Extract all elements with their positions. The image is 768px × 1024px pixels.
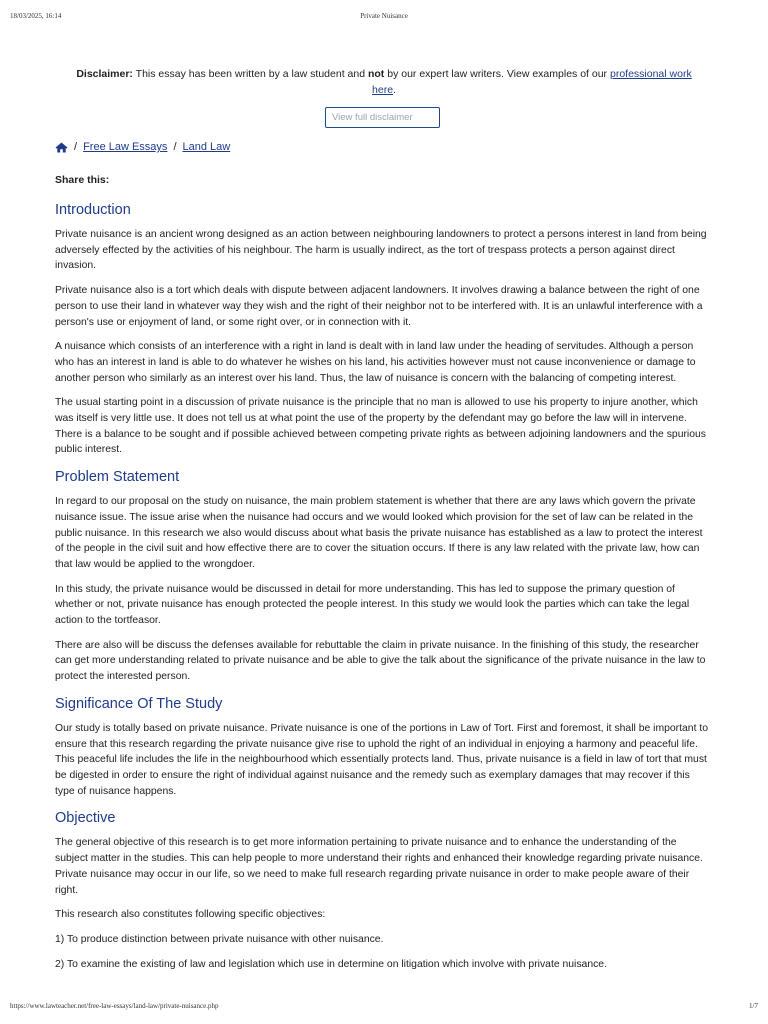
breadcrumb-land-law[interactable]: Land Law	[182, 141, 231, 153]
paragraph: Private nuisance also is a tort which deals with dispute between adjacent landowners. It involves drawing a balance between the right of one person to use their land in whatever way they wish and the right of their neighbor not to be interfered with. It is an unlawful interference with a person's use or enjoyment of land, or some right over, or in connection with it.	[55, 285, 703, 328]
print-title: Private Nuisance	[360, 12, 408, 20]
section-heading: Objective	[55, 810, 116, 827]
section-heading: Introduction	[55, 202, 131, 218]
article-body	[55, 197, 711, 981]
section-heading: Problem Statement	[55, 469, 180, 486]
breadcrumb-separator: /	[173, 141, 177, 153]
view-full-disclaimer-button[interactable]: View full disclaimer	[325, 107, 440, 128]
disclaimer-end: .	[393, 84, 396, 96]
print-datetime: 18/03/2025, 16:14	[10, 12, 62, 20]
breadcrumb-free-law-essays[interactable]: Free Law Essays	[83, 141, 168, 153]
professional-work-link[interactable]: professional work	[609, 68, 692, 80]
section-significance	[55, 694, 711, 800]
home-icon[interactable]	[55, 142, 68, 153]
here-link[interactable]: here	[372, 84, 394, 96]
section-heading: Significance Of The Study	[55, 695, 223, 712]
paragraph: Private nuisance is an ancient wrong designed as an action between neighbouring landowners to protect a persons interest in land from being adversely effected by the activities of his neighbour. The harm is usually indirect, as the tort of trespass protects a person against direct invasion.	[55, 229, 707, 272]
breadcrumb-separator: /	[74, 141, 78, 153]
paragraph: The general objective of this research is to get more information pertaining to private nuisance and to enhance the understanding of the subject matter in the studies. This can help people to more understand their rights and enhanced their knowledge regarding private nuisance. Private nuisance may occur in our life, so we need to make full research regarding private nuisance in order to make people aware of their right.	[55, 837, 703, 896]
print-page-number: 1/7	[749, 1002, 758, 1010]
breadcrumb	[55, 141, 230, 153]
section-objective	[55, 808, 711, 972]
disclaimer-text-1: This essay has been written by a law student and	[135, 68, 366, 80]
paragraph: A nuisance which consists of an interference with a right in land is dealt with in land law under the heading of servitudes. Although a person who has an interest in land is able to do whatever he wishes on his land, his activities however must not cause inconvenience or damage to another person who similarly as an interest over his land. Thus, the law of nuisance is concern with the balancing of competing interest.	[55, 341, 696, 384]
disclaimer-label: Disclaimer:	[76, 68, 133, 80]
disclaimer	[55, 66, 713, 98]
section-introduction	[55, 200, 711, 458]
disclaimer-emphasis: not	[367, 68, 385, 80]
paragraph: 1) To produce distinction between private nuisance with other nuisance.	[55, 933, 384, 945]
paragraph: The usual starting point in a discussion of private nuisance is the principle that no man is allowed to use his property to injure another, which was itself is very little use. It does not tell us at what point the use of the property by the defendant may go before the law will in intervene. There is a balance to be sought and if possible achieved between competing private rights as between adjoining landowners and the spurious public interest.	[55, 397, 706, 456]
section-problem-statement	[55, 467, 711, 685]
paragraph: 2) To examine the existing of law and legislation which use in determine on litigation which involve with private nuisance.	[55, 958, 607, 970]
paragraph: This research also constitutes following specific objectives:	[55, 909, 326, 921]
disclaimer-text-2: by our expert law writers. View examples of our	[387, 68, 608, 80]
share-label: Share this:	[55, 174, 110, 186]
paragraph: In regard to our proposal on the study on nuisance, the main problem statement is whether that there are any laws which govern the private nuisance issue. The issue arise when the nuisance had occurs and we would looked which provision for the set of law can be related in the public nuisance. In this research we also would discuss about what basis the private nuisance has established as a law to protect the interest of the people in the civil suit and how effective there are to cover the situation occurs. If there is any law related with the private law, how can that law would be applied to the wrongdoer.	[55, 496, 703, 570]
paragraph: There are also will be discuss the defenses available for rebuttable the claim in private nuisance. In the finishing of this study, the researcher can get more understanding related to private nuisance and be able to give the talk about the significance of the private nuisance in the law to protect the interested person.	[55, 639, 706, 683]
paragraph: Our study is totally based on private nuisance. Private nuisance is one of the portions in Law of Tort. First and foremost, it shall be important to ensure that this research regarding the private nuisance give rise to uphold the right of an individual in enjoying a harmony and peaceful life. This peaceful life includes the life in the neighbourhood which essentially protects land. Thus, private nuisance is a field in law of tort that must be digested in order to ensure the right of individual against nuisance and the remedy such as exemplary damages that may recover if this type of nuisance happens.	[55, 722, 709, 797]
paragraph: In this study, the private nuisance would be discussed in detail for more understanding. This has led to suppose the primary question of whether or not, private nuisance has enough protected the people interest. In this study we would look the parties which can take the legal action to the tortfeasor.	[55, 583, 690, 627]
print-url: https://www.lawteacher.net/free-law-essays/land-law/private-nuisance.php	[10, 1002, 219, 1010]
